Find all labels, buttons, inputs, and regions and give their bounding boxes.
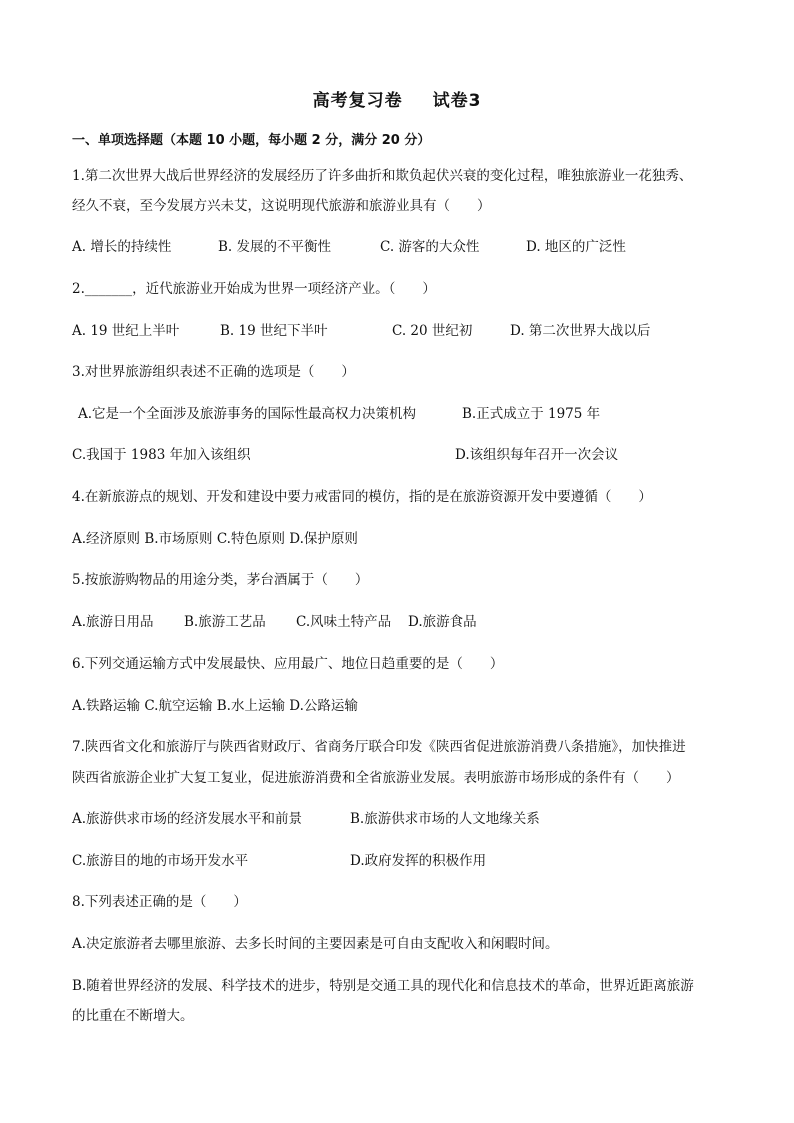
question-1-option-d: D. 地区的广泛性 bbox=[526, 239, 626, 255]
question-3-option-c: C.我国于 1983 年加入该组织 bbox=[72, 447, 251, 463]
question-4-text: 4.在新旅游点的规划、开发和建设中要力戒雷同的模仿，指的是在旅游资源开发中要遵循（ ） bbox=[72, 489, 652, 505]
question-6-text: 6.下列交通运输方式中发展最快、应用最广、地位日趋重要的是（ ） bbox=[72, 656, 504, 672]
question-1-option-c: C. 游客的大众性 bbox=[380, 239, 480, 255]
question-6-options: A.铁路运输 C.航空运输 B.水上运输 D.公路运输 bbox=[72, 698, 358, 714]
question-5-option-d: D.旅游食品 bbox=[408, 614, 477, 630]
question-5-option-c: C.风味土特产品 bbox=[296, 614, 392, 630]
question-8-option-b-line1: B.随着世界经济的发展、科学技术的进步，特别是交通工具的现代化和信息技术的革命，世界近距离旅游 bbox=[72, 978, 694, 994]
question-1-text-line1: 1.第二次世界大战后世界经济的发展经历了许多曲折和欺负起伏兴衰的变化过程，唯独旅游业一花独秀、 bbox=[72, 168, 693, 184]
question-2-option-a: A. 19 世纪上半叶 bbox=[72, 323, 180, 339]
question-7-option-b: B.旅游供求市场的人文地缘关系 bbox=[350, 811, 540, 827]
question-4-options: A.经济原则 B.市场原则 C.特色原则 D.保护原则 bbox=[72, 531, 358, 547]
question-3-option-b: B.正式成立于 1975 年 bbox=[462, 406, 601, 422]
section-heading: 一、单项选择题（本题 10 小题，每小题 2 分，满分 20 分） bbox=[72, 133, 431, 148]
question-7-option-c: C.旅游目的地的市场开发水平 bbox=[72, 853, 249, 869]
title-sub: 试卷3 bbox=[432, 91, 482, 111]
question-3-option-a: A.它是一个全面涉及旅游事务的国际性最高权力决策机构 bbox=[78, 406, 417, 422]
question-7-text-line2: 陕西省旅游企业扩大复工复业，促进旅游消费和全省旅游业发展。表明旅游市场形成的条件有（ ） bbox=[72, 770, 680, 786]
question-7-option-d: D.政府发挥的积极作用 bbox=[350, 853, 487, 869]
question-8-option-b-line2: 的比重在不断增大。 bbox=[72, 1008, 194, 1024]
question-5-option-b: B.旅游工艺品 bbox=[184, 614, 266, 630]
question-7-option-a: A.旅游供求市场的经济发展水平和前景 bbox=[72, 811, 303, 827]
question-3-option-d: D.该组织每年召开一次会议 bbox=[455, 447, 619, 463]
question-2-option-b: B. 19 世纪下半叶 bbox=[220, 323, 328, 339]
question-1-option-a: A. 增长的持续性 bbox=[72, 239, 172, 255]
question-5-text: 5.按旅游购物品的用途分类，茅台酒属于（ ） bbox=[72, 572, 369, 588]
question-2-text: 2._______，近代旅游业开始成为世界一项经济产业。（ ） bbox=[72, 281, 436, 297]
question-8-option-a: A.决定旅游者去哪里旅游、去多长时间的主要因素是可自由支配收入和闲暇时间。 bbox=[72, 936, 559, 952]
page-title bbox=[0, 86, 794, 111]
question-8-text: 8.下列表述正确的是（ ） bbox=[72, 894, 247, 910]
question-3-text: 3.对世界旅游组织表述不正确的选项是（ ） bbox=[72, 364, 355, 380]
question-1-text-line2: 经久不衰，至今发展方兴未艾，这说明现代旅游和旅游业具有（ ） bbox=[72, 198, 491, 214]
question-7-text-line1: 7.陕西省文化和旅游厅与陕西省财政厅、省商务厅联合印发《陕西省促进旅游消费八条措施》，加快推进 bbox=[72, 739, 686, 755]
question-2-option-c: C. 20 世纪初 bbox=[392, 323, 473, 339]
question-5-option-a: A.旅游日用品 bbox=[72, 614, 154, 630]
question-2-option-d: D. 第二次世界大战以后 bbox=[510, 323, 651, 339]
question-1-option-b: B. 发展的不平衡性 bbox=[218, 239, 332, 255]
title-main: 高考复习卷 bbox=[312, 91, 403, 111]
